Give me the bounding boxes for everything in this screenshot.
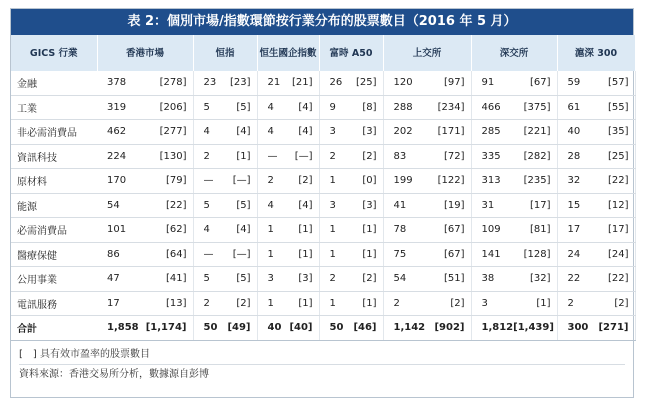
column-header: 香港市場 [97,35,193,71]
valid-pe-count: [97] [443,77,465,89]
stock-count: — [203,175,214,187]
valid-pe-count: [23] [229,77,251,89]
stock-count: 1 [267,224,274,236]
total-row [11,316,635,341]
valid-pe-count: [64] [165,248,187,260]
value-cell [383,169,471,194]
sector-table [11,35,636,341]
value-cell [257,71,319,95]
stock-count: 141 [481,248,501,260]
value-cell [257,169,319,194]
valid-pe-count: [3] [298,273,313,285]
valid-pe-count: [67] [443,224,465,236]
valid-pe-count: [271] [598,322,629,334]
valid-pe-count: [221] [523,126,551,138]
stock-count: 31 [481,199,495,211]
stock-count: 1 [267,248,274,260]
stock-count: 101 [107,224,127,236]
stock-count: 78 [393,224,407,236]
stock-count: 335 [481,150,501,162]
valid-pe-count: [1] [536,297,551,309]
value-cell [471,95,557,120]
stock-count: 3 [329,126,336,138]
row-label: 能源 [11,193,97,218]
stock-count: 3 [329,199,336,211]
row-label: 非必需消費品 [11,120,97,145]
stock-count: 1,142 [393,322,426,334]
valid-pe-count: [62] [165,224,187,236]
valid-pe-count: [3] [362,126,377,138]
valid-pe-count: [25] [355,77,377,89]
stock-count: 300 [567,322,589,334]
value-cell [319,316,383,341]
stock-count: 2 [203,150,210,162]
column-header: GICS 行業 [11,35,97,71]
column-header: 恒指 [193,35,257,71]
valid-pe-count: [13] [165,297,187,309]
value-cell [257,144,319,169]
footnotes [11,341,633,384]
value-cell [97,169,193,194]
valid-pe-count: [3] [362,199,377,211]
value-cell [257,95,319,120]
stock-count: 40 [267,322,282,334]
value-cell [471,169,557,194]
stock-count: 40 [567,126,581,138]
stock-count: 1 [329,248,336,260]
stock-count: 86 [107,248,120,260]
column-header: 滬深 300 [557,35,635,71]
value-cell [193,316,257,341]
valid-pe-count: [2] [298,175,313,187]
value-cell [383,267,471,292]
stock-count: 41 [393,199,407,211]
table-figure [10,8,634,398]
valid-pe-count: [171] [437,126,465,138]
stock-count: 2 [267,175,274,187]
valid-pe-count: [277] [159,126,187,138]
stock-count: 1 [329,297,336,309]
valid-pe-count: [57] [607,77,629,89]
value-cell [383,316,471,341]
valid-pe-count: [234] [437,101,465,113]
table-row [11,291,635,316]
value-cell [97,71,193,95]
value-cell [319,120,383,145]
valid-pe-count: [24] [607,248,629,260]
stock-count: 109 [481,224,501,236]
value-cell [193,218,257,243]
valid-pe-count: [4] [236,224,251,236]
value-cell [97,193,193,218]
valid-pe-count: [1] [362,248,377,260]
table-row [11,169,635,194]
stock-count: 38 [481,273,495,285]
value-cell [383,95,471,120]
value-cell [257,218,319,243]
value-cell [557,169,635,194]
column-header: 深交所 [471,35,557,71]
value-cell [471,242,557,267]
value-cell [471,316,557,341]
stock-count: 4 [267,199,274,211]
stock-count: 285 [481,126,501,138]
valid-pe-count: [2] [362,150,377,162]
valid-pe-count: [902] [434,322,465,334]
valid-pe-count: [46] [353,322,377,334]
value-cell [471,120,557,145]
stock-count: 17 [107,297,120,309]
valid-pe-count: [4] [298,101,313,113]
value-cell [319,267,383,292]
stock-count: 1,858 [107,322,139,334]
valid-pe-count: [1] [362,224,377,236]
value-cell [257,267,319,292]
stock-count: 3 [481,297,488,309]
stock-count: 4 [203,224,210,236]
value-cell [383,291,471,316]
stock-count: 21 [267,77,281,89]
valid-pe-count: [1] [236,150,251,162]
value-cell [471,218,557,243]
valid-pe-count: [8] [362,101,377,113]
stock-count: 9 [329,101,336,113]
valid-pe-count: [21] [291,77,313,89]
table-row [11,120,635,145]
value-cell [557,71,635,95]
valid-pe-count: [1] [298,248,313,260]
valid-pe-count: [22] [607,273,629,285]
value-cell [319,291,383,316]
value-cell [257,242,319,267]
value-cell [557,291,635,316]
valid-pe-count: [375] [523,101,551,113]
valid-pe-count: [1,439] [513,322,554,334]
value-cell [193,120,257,145]
stock-count: 120 [393,77,413,89]
table-row [11,193,635,218]
stock-count: 319 [107,101,127,113]
table-title: 表 2：個別市場/指數環節按行業分布的股票數目（2016 年 5 月） [11,9,633,35]
table-row [11,218,635,243]
valid-pe-count: [25] [607,150,629,162]
stock-count: 224 [107,150,127,162]
stock-count: 170 [107,175,127,187]
valid-pe-count: [—] [232,248,251,260]
stock-count: 199 [393,175,413,187]
value-cell [257,316,319,341]
value-cell [97,242,193,267]
header-row [11,35,635,71]
valid-pe-count: [2] [236,297,251,309]
value-cell [193,291,257,316]
stock-count: 4 [267,126,274,138]
stock-count: — [267,150,278,162]
stock-count: 50 [203,322,218,334]
stock-count: 47 [107,273,120,285]
stock-count: 91 [481,77,495,89]
valid-pe-count: [19] [443,199,465,211]
value-cell [319,144,383,169]
value-cell [557,120,635,145]
stock-count: 59 [567,77,581,89]
value-cell [471,144,557,169]
value-cell [97,291,193,316]
stock-count: 50 [329,322,344,334]
table-row [11,95,635,120]
stock-count: 4 [267,101,274,113]
stock-count: 1,812 [481,322,514,334]
value-cell [97,267,193,292]
table-row [11,267,635,292]
valid-pe-count: [2] [614,297,629,309]
valid-pe-count: [128] [523,248,551,260]
stock-count: 54 [393,273,407,285]
valid-pe-count: [130] [159,150,187,162]
valid-pe-count: [278] [159,77,187,89]
value-cell [193,95,257,120]
value-cell [557,242,635,267]
value-cell [97,95,193,120]
column-header: 富時 A50 [319,35,383,71]
valid-pe-count: [35] [607,126,629,138]
value-cell [383,218,471,243]
valid-pe-count: [0] [362,175,377,187]
valid-pe-count: [2] [362,273,377,285]
valid-pe-count: [4] [298,126,313,138]
row-label: 金融 [11,71,97,95]
valid-pe-count: [5] [236,101,251,113]
stock-count: 15 [567,199,581,211]
valid-pe-count: [1] [362,297,377,309]
valid-pe-count: [49] [227,322,251,334]
valid-pe-count: [67] [529,77,551,89]
row-label: 公用事業 [11,267,97,292]
valid-pe-count: [1,174] [145,322,187,334]
row-label: 工業 [11,95,97,120]
valid-pe-count: [17] [529,199,551,211]
row-label: 原材料 [11,169,97,194]
valid-pe-count: [81] [529,224,551,236]
value-cell [557,144,635,169]
valid-pe-count: [22] [607,175,629,187]
value-cell [193,169,257,194]
stock-count: 5 [203,273,210,285]
value-cell [319,218,383,243]
stock-count: 313 [481,175,501,187]
stock-count: 22 [567,273,581,285]
stock-count: 1 [329,224,336,236]
stock-count: 5 [203,101,210,113]
valid-pe-count: [40] [289,322,313,334]
valid-pe-count: [72] [443,150,465,162]
value-cell [193,242,257,267]
value-cell [383,242,471,267]
stock-count: 4 [203,126,210,138]
valid-pe-count: [32] [529,273,551,285]
value-cell [471,267,557,292]
stock-count: 2 [567,297,574,309]
valid-pe-count: [2] [450,297,465,309]
valid-pe-count: [4] [298,199,313,211]
value-cell [193,267,257,292]
value-cell [257,193,319,218]
valid-pe-count: [5] [236,273,251,285]
valid-pe-count: [—] [294,150,313,162]
valid-pe-count: [5] [236,199,251,211]
value-cell [257,120,319,145]
stock-count: 83 [393,150,407,162]
table-row [11,242,635,267]
stock-count: 288 [393,101,413,113]
value-cell [383,144,471,169]
stock-count: — [203,248,214,260]
footnote-bracket: [ ] 具有效市盈率的股票數目 [19,345,625,365]
stock-count: 5 [203,199,210,211]
valid-pe-count: [51] [443,273,465,285]
stock-count: 24 [567,248,581,260]
value-cell [193,144,257,169]
valid-pe-count: [1] [298,224,313,236]
value-cell [193,71,257,95]
value-cell [557,316,635,341]
valid-pe-count: [79] [165,175,187,187]
valid-pe-count: [235] [523,175,551,187]
stock-count: 23 [203,77,217,89]
stock-count: 202 [393,126,413,138]
valid-pe-count: [4] [236,126,251,138]
value-cell [557,218,635,243]
stock-count: 2 [203,297,210,309]
row-label: 電訊服務 [11,291,97,316]
stock-count: 32 [567,175,581,187]
value-cell [471,291,557,316]
value-cell [97,144,193,169]
valid-pe-count: [1] [298,297,313,309]
stock-count: 28 [567,150,581,162]
value-cell [97,218,193,243]
valid-pe-count: [12] [607,199,629,211]
stock-count: 1 [329,175,336,187]
value-cell [257,291,319,316]
stock-count: 462 [107,126,127,138]
stock-count: 1 [267,297,274,309]
stock-count: 61 [567,101,581,113]
valid-pe-count: [122] [437,175,465,187]
source-note: 資料來源：香港交易所分析，數據源自彭博 [19,368,209,380]
stock-count: 54 [107,199,120,211]
value-cell [193,193,257,218]
stock-count: 17 [567,224,581,236]
table-row [11,71,635,95]
stock-count: 2 [329,273,336,285]
row-label: 醫療保健 [11,242,97,267]
valid-pe-count: [206] [159,101,187,113]
value-cell [319,242,383,267]
stock-count: 75 [393,248,407,260]
row-label: 必需消費品 [11,218,97,243]
valid-pe-count: [282] [523,150,551,162]
stock-count: 2 [329,150,336,162]
value-cell [471,193,557,218]
stock-count: 3 [267,273,274,285]
value-cell [383,120,471,145]
value-cell [383,71,471,95]
table-row [11,144,635,169]
value-cell [97,120,193,145]
value-cell [557,267,635,292]
stock-count: 26 [329,77,343,89]
value-cell [319,193,383,218]
column-header: 恒生國企指數 [257,35,319,71]
value-cell [557,193,635,218]
valid-pe-count: [17] [607,224,629,236]
column-header: 上交所 [383,35,471,71]
value-cell [319,95,383,120]
valid-pe-count: [67] [443,248,465,260]
stock-count: 466 [481,101,501,113]
value-cell [557,95,635,120]
value-cell [97,316,193,341]
valid-pe-count: [—] [232,175,251,187]
valid-pe-count: [22] [165,199,187,211]
value-cell [319,169,383,194]
valid-pe-count: [55] [607,101,629,113]
stock-count: 378 [107,77,127,89]
value-cell [319,71,383,95]
row-label: 合計 [11,316,97,341]
row-label: 資訊科技 [11,144,97,169]
valid-pe-count: [41] [165,273,187,285]
value-cell [383,193,471,218]
value-cell [471,71,557,95]
stock-count: 2 [393,297,400,309]
